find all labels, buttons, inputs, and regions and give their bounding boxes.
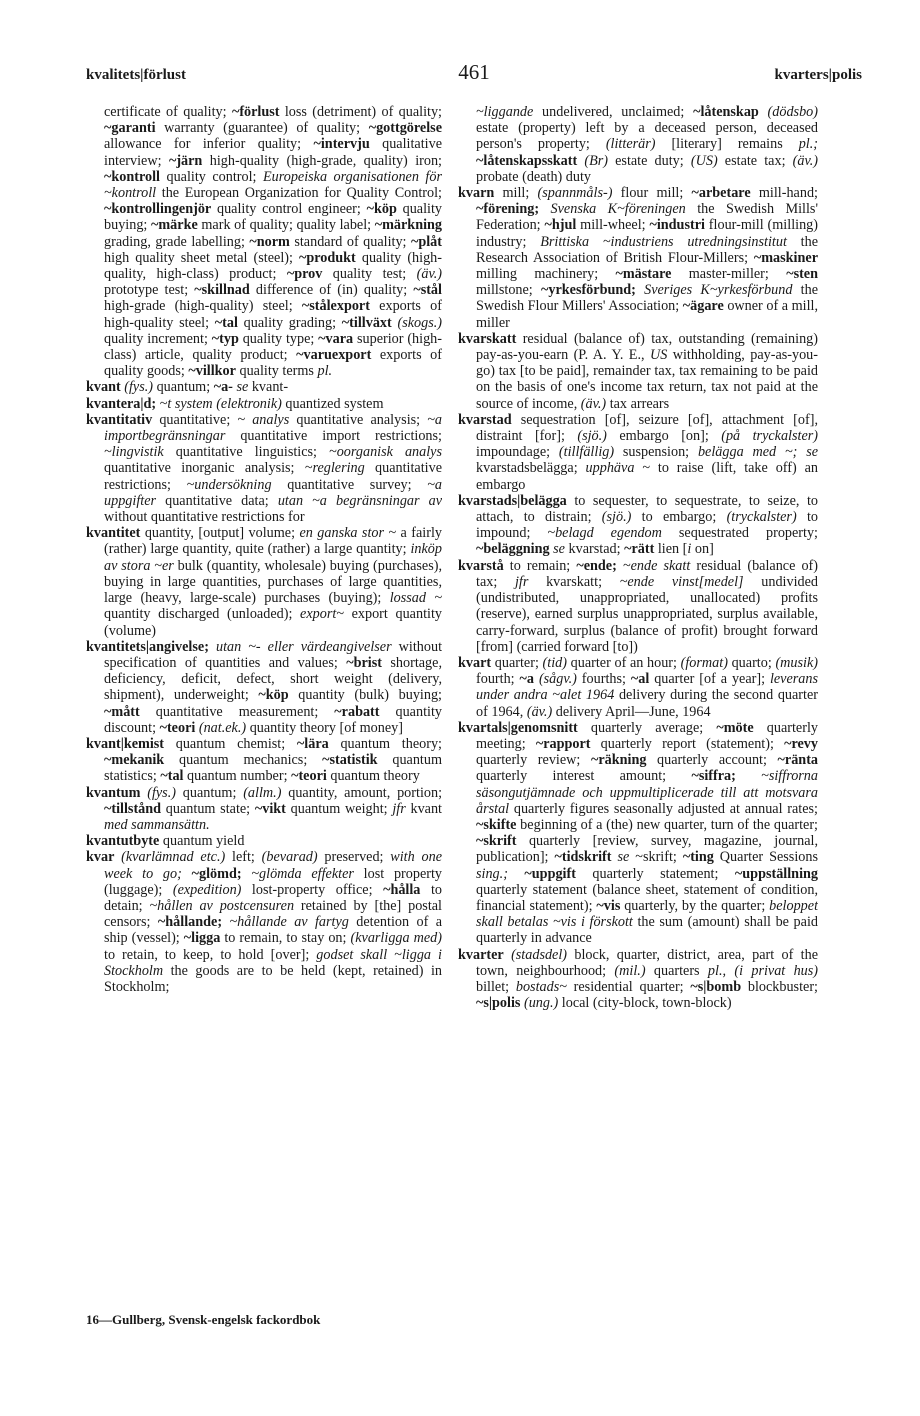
dictionary-entry: kvantitets|angivelse; utan ~- eller värdeangivelser without specification of quantities and values; ~brist shortage, deficiency, deficit, defect, short weight (delivery, shipment), underweight; ~köp quantity (bulk) buying; ~mått quantitative measurement; ~rabatt quantity discount; ~teori (nat.ek.) quantity theory [of money] (86, 638, 442, 736)
dictionary-entry: kvantera|d; ~t system (elektronik) quantized system (86, 395, 384, 412)
dictionary-entry: kvart quarter; (tid) quarter of an hour; (format) quarto; (musik) fourth; ~a (sågv.) fourths; ~al quarter [of a year]; leverans under andra ~alet 1964 delivery during the second quarter of 1964, (äv.) delivery April—June, 1964 (458, 654, 818, 720)
dictionary-entry: kvartals|genomsnitt quarterly average; ~möte quarterly meeting; ~rapport quarterly report (statement); ~revy quarterly review; ~räkning quarterly account; ~ränta quarterly interest amount; ~siffra; ~siffrorna säsongutjämnade och uppmultiplicerade till att motsvara årstal quarterly figures seasonally adjusted at annual rates; ~skifte beginning of a (the) new quarter, turn of the quarter; ~skrift quarterly [review, survey, magazine, journal, publication]; ~tidskrift se ~skrift; ~ting Quarter Sessions sing.; ~uppgift quarterly statement; ~uppställning quarterly statement (balance sheet, statement of condition, financial statement); ~vis quarterly, by the quarter; beloppet skall betalas ~vis i förskott the sum (amount) shall be paid quarterly in advance (458, 719, 818, 947)
guide-word-left: kvalitets|förlust (86, 67, 186, 83)
dictionary-entry: certificate of quality; ~förlust loss (detriment) of quality; ~garanti warranty (guarantee) of quality; ~gottgörelse allowance for inferior quality; ~intervju qualitative interview; ~järn high-quality (high-grade, quality) iron; ~kontroll quality control; Europeiska organisationen för ~kontroll the European Organization for Quality Control; ~kontrollingenjör quality control engineer; ~köp quality buying; ~märke mark of quality; quality label; ~märkning grading, grade labelling; ~norm standard of quality; ~plåt high quality sheet metal (steel); ~produkt quality (high-quality, high-class) product; ~prov quality test; (äv.) prototype test; ~skillnad difference of (in) quality; ~stål high-grade (high-quality) steel; ~stålexport exports of high-quality steel; ~tal quality grading; ~tillväxt (skogs.) quality increment; ~typ quality type; ~vara superior (high-class) article, quality product; ~varuexport exports of quality goods; ~villkor quality terms pl. (104, 104, 442, 380)
page-number: 461 (458, 60, 490, 84)
dictionary-entry: kvantutbyte quantum yield (86, 833, 245, 850)
footer-imprint: 16—Gullberg, Svensk-engelsk fackordbok (86, 1312, 321, 1327)
right-column (458, 104, 818, 1284)
dictionary-entry: ~liggande undelivered, unclaimed; ~låtenskap (dödsbo) estate (property) left by a deceased person, deceased person's property; (litterär) [literary] remains pl.; ~låtenskapsskatt (Br) estate duty; (US) estate tax; (äv.) probate (death) duty (476, 104, 818, 185)
dictionary-entry: kvarter (stadsdel) block, quarter, district, area, part of the town, neighbourhood; (mil.) quarters pl., (i privat hus) billet; bostads~ residential quarter; ~s|bomb blockbuster; ~s|polis (ung.) local (city-block, town-block) (458, 946, 818, 1012)
running-head (86, 60, 862, 86)
dictionary-entry: kvarstads|belägga to sequester, to sequestrate, to seize, to attach, to distrain; (sjö.) to embargo; (tryckalster) to impound; ~belagd egendom sequestrated property; ~beläggning se kvarstad; ~rätt lien [i on] (458, 492, 818, 558)
dictionary-entry: kvarskatt residual (balance of) tax, outstanding (remaining) pay-as-you-earn (P. A. Y. E., US withholding, pay-as-you-go) tax [to be paid], remainder tax, tax remaining to be paid on the basis of one's income tax return, tax not paid at the source of income, (äv.) tax arrears (458, 330, 818, 412)
dictionary-entry: kvantum (fys.) quantum; (allm.) quantity, amount, portion; ~tillstånd quantum state; ~vikt quantum weight; jfr kvant med sammansättn. (86, 784, 442, 833)
left-column (86, 104, 442, 1284)
dictionary-entry: kvarn mill; (spannmåls-) flour mill; ~arbetare mill-hand; ~förening; Svenska K~föreningen the Swedish Mills' Federation; ~hjul mill-wheel; ~industri flour-mill (milling) industry; Brittiska ~industriens utredningsinstitut the Research Association of British Flour-Millers; ~maskiner milling machinery; ~mästare master-miller; ~sten millstone; ~yrkesförbund; Sveriges K~yrkesförbund the Swedish Flour Millers' Association; ~ägare owner of a mill, miller (458, 185, 818, 331)
dictionary-entry: kvant|kemist quantum chemist; ~lära quantum theory; ~mekanik quantum mechanics; ~statistik quantum statistics; ~tal quantum number; ~teori quantum theory (86, 735, 442, 785)
dictionary-entry: kvarstå to remain; ~ende; ~ende skatt residual (balance of) tax; jfr kvarskatt; ~ende vinst[medel] undivided (undistributed, unappropriated, unallocated) profits (reserve), earned surplus unappropriated, surplus available, carry-forward, surplus (balance of profit) brought forward [from] (carried forward [to]) (458, 557, 818, 655)
dictionary-entry: kvantitativ quantitative; ~ analys quantitative analysis; ~a importbegränsningar quantitative import restrictions; ~lingvistik quantitative linguistics; ~oorganisk analys quantitative inorganic analysis; ~reglering quantitative restrictions; ~undersökning quantitative survey; ~a uppgifter quantitative data; utan ~a begränsningar av without quantitative restrictions for (86, 411, 442, 526)
guide-word-right: kvarters|polis (774, 67, 862, 83)
dictionary-entry: kvant (fys.) quantum; ~a- se kvant- (86, 379, 289, 396)
dictionary-entry: kvarstad sequestration [of], seizure [of], attachment [of], distraint [for]; (sjö.) embargo [on]; (på tryckalster) impoundage; (tillfällig) suspension; belägga med ~; se kvarstadsbelägga; upphäva ~ to raise (lift, take off) an embargo (458, 411, 818, 493)
dictionary-entry: kvantitet quantity, [output] volume; en ganska stor ~ a fairly (rather) large quantity, quite (rather) a large quantity; inköp av stora ~er bulk (quantity, wholesale) buying (purchases), buying in large quantities, purchases of large quantities, large (heavy, large-scale) purchases (buying); lossad ~ quantity discharged (unloaded); export~ export quantity (volume) (86, 525, 442, 639)
dictionary-entry: kvar (kvarlämnad etc.) left; (bevarad) preserved; with one week to go; ~glömd; ~glömda effekter lost property (luggage); (expedition) lost-property office; ~hålla to detain; ~hållen av postcensuren retained by [the] postal censors; ~hållande; ~hållande av fartyg detention of a ship (vessel); ~ligga to remain, to stay on; (kvarligga med) to retain, to keep, to hold [over]; godset skall ~ligga i Stockholm the goods are to be held (kept, retained) in Stockholm; (86, 849, 442, 995)
